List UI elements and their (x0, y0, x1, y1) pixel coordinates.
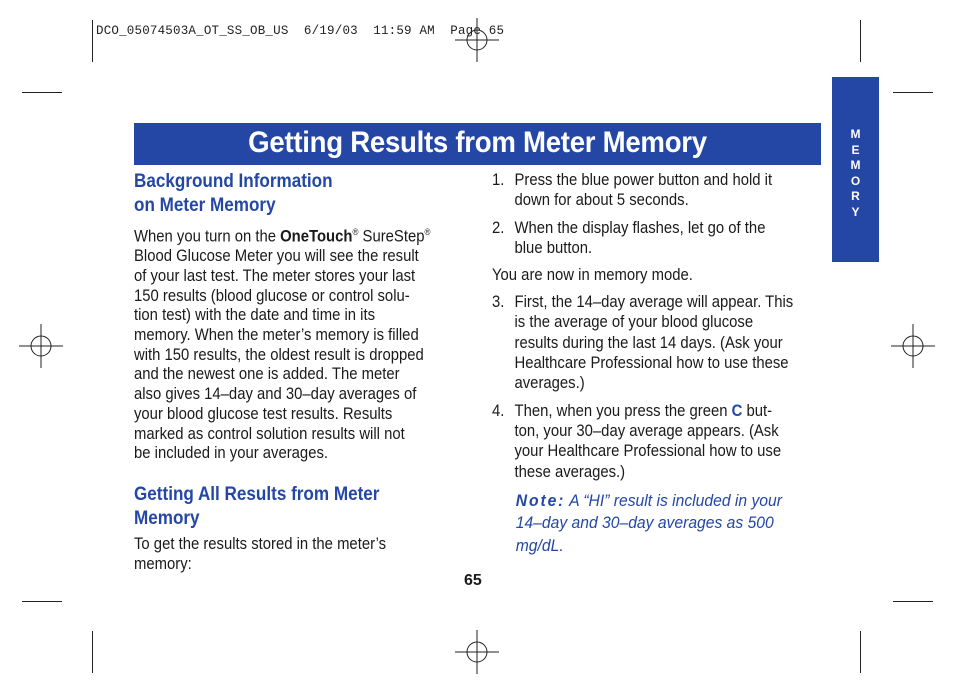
text-run: A “HI” result is included in your (565, 491, 782, 510)
heading-line: Getting All Results from Meter (134, 483, 380, 505)
side-tab-letter: E (851, 142, 860, 157)
registered-mark: ® (424, 227, 431, 237)
step-line: blue button. (514, 238, 593, 257)
paragraph-line: 150 results (blood glucose or control solu- (134, 286, 410, 305)
note-line: mg/dL. (515, 536, 564, 555)
registration-mark-icon (455, 18, 499, 62)
text-run: Then, when you press the green (514, 401, 732, 420)
side-tab-letter: O (850, 173, 861, 188)
step-1 (492, 170, 846, 211)
side-tab-letter: R (851, 189, 860, 203)
text-run: When you turn on the (134, 227, 281, 246)
crop-mark (92, 631, 93, 673)
step-line: When the display flashes, let go of the (514, 218, 766, 237)
paragraph-line: memory. When the meter’s memory is filled (134, 326, 419, 345)
step-line: averages.) (514, 374, 585, 393)
heading-line: Background Information (134, 171, 333, 192)
side-tab-letter: M (850, 158, 861, 172)
file-slug: DCO_05074503A_OT_SS_OB_US 6/19/03 11:59 AM Page 65 (96, 24, 505, 38)
step-line: these averages.) (514, 462, 626, 481)
note-label: Note: (515, 491, 566, 510)
paragraph-line: of your last test. The meter stores your last (134, 266, 416, 285)
step-number: 4. (492, 401, 505, 420)
note-callout (492, 490, 834, 558)
crop-mark (860, 631, 861, 673)
step-line: Healthcare Professional how to use these (514, 354, 789, 373)
paragraph-line: tion test) with the date and time in its (134, 306, 376, 325)
crop-mark (893, 92, 933, 93)
step-line: Press the blue power button and hold it (514, 171, 773, 189)
step-line: is the average of your blood glucose (514, 313, 754, 332)
paragraph-line: marked as control solution results will not (134, 424, 405, 443)
paragraph-line: also gives 14–day and 30–day averages of (134, 385, 417, 404)
background-paragraph (134, 223, 463, 464)
section-heading-background (134, 170, 476, 218)
paragraph-line: Blood Glucose Meter you will see the result (134, 247, 419, 266)
paragraph-line: your blood glucose test results. Results (134, 404, 393, 423)
note-line: 14–day and 30–day averages as 500 (515, 514, 774, 533)
left-column (134, 170, 469, 574)
right-column (492, 170, 832, 557)
paragraph-line: memory: (134, 554, 192, 573)
heading-line: Memory (134, 507, 200, 529)
page-number: 65 (464, 572, 482, 589)
step-4 (492, 401, 846, 482)
section-heading-getting-results (134, 483, 476, 531)
registration-mark-icon (891, 324, 935, 368)
paragraph-line: and the newest one is added. The meter (134, 365, 400, 384)
side-tab-letter: M (850, 127, 861, 141)
side-tab-letter: Y (851, 204, 860, 219)
brand-name: OneTouch (280, 227, 353, 246)
memory-mode-text: You are now in memory mode. (492, 266, 693, 285)
step-line: your Healthcare Professional how to use (514, 442, 782, 461)
step-number: 2. (492, 218, 505, 237)
step-number: 1. (492, 171, 505, 189)
c-button-label: C (731, 401, 743, 420)
step-line (515, 401, 846, 421)
step-line: First, the 14–day average will appear. This (514, 293, 794, 312)
registration-mark-icon (19, 324, 63, 368)
heading-line: on Meter Memory (134, 195, 276, 216)
crop-mark (22, 92, 62, 93)
page-title: Getting Results from Meter Memory (248, 126, 707, 159)
step-2 (492, 218, 846, 259)
paragraph-line: To get the results stored in the meter’s (134, 534, 387, 553)
step-number: 3. (492, 293, 505, 312)
crop-mark (92, 20, 93, 62)
step-3 (492, 292, 846, 393)
crop-mark (22, 601, 62, 602)
step-line: ton, your 30–day average appears. (Ask (514, 421, 779, 440)
step-line: down for about 5 seconds. (514, 191, 689, 210)
crop-mark (860, 20, 861, 62)
paragraph-line (134, 223, 463, 247)
intro-paragraph (134, 535, 463, 574)
note-line (516, 490, 834, 513)
brand-suffix: SureStep (358, 227, 425, 246)
paragraph-line: be included in your averages. (134, 444, 329, 463)
registered-mark: ® (352, 227, 359, 237)
paragraph-line: with 150 results, the oldest result is dropped (134, 345, 424, 364)
step-line: results during the last 14 days. (Ask your (514, 333, 783, 352)
registration-mark-icon (455, 630, 499, 674)
crop-mark (893, 601, 933, 602)
text-run: but- (742, 401, 773, 420)
title-bar (134, 123, 821, 165)
